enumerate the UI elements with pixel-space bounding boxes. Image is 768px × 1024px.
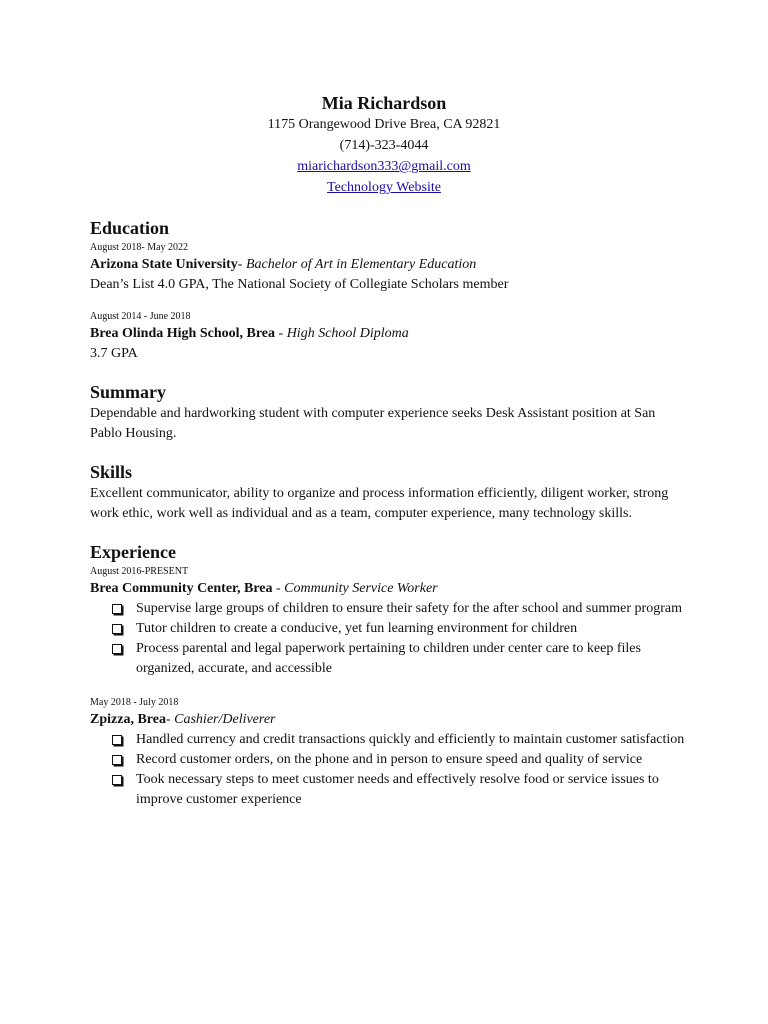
checkbox-bullet-icon — [112, 735, 122, 745]
duty-text: Tutor children to create a conducive, yet fun learning environment for children — [136, 621, 578, 636]
summary-heading: Summary — [90, 382, 166, 402]
checkbox-bullet-icon — [112, 644, 122, 654]
duty-item — [112, 619, 690, 639]
checkbox-bullet-icon — [112, 624, 122, 634]
checkbox-bullet-icon — [112, 755, 122, 765]
duty-text: Took necessary steps to meet customer needs and effectively resolve food or service issues to improve customer experience — [136, 772, 659, 807]
experience-heading: Experience — [90, 542, 176, 562]
job-entry — [90, 565, 690, 679]
separator: - — [275, 326, 287, 341]
entry-date: August 2018- May 2022 — [90, 242, 189, 253]
job-duties — [90, 730, 690, 810]
job-duties — [90, 599, 690, 679]
separator: - — [237, 257, 246, 272]
degree: Bachelor of Art in Elementary Education — [245, 257, 477, 272]
entry-date: August 2014 - June 2018 — [90, 311, 191, 322]
institution-name: Brea Olinda High School, Brea — [90, 326, 276, 341]
duty-text: Record customer orders, on the phone and in person to ensure speed and quality of service — [136, 752, 643, 767]
employer-name: Zpizza, Brea — [90, 712, 166, 727]
job-role: Community Service Worker — [284, 581, 438, 596]
applicant-name: Mia Richardson — [321, 93, 447, 113]
job-date: August 2016-PRESENT — [90, 566, 189, 577]
checkbox-bullet-icon — [112, 604, 122, 614]
entry-detail: 3.7 GPA — [90, 346, 138, 361]
checkbox-bullet-icon — [112, 775, 122, 785]
resume-body — [90, 216, 690, 810]
address: 1175 Orangewood Drive Brea, CA 92821 — [267, 117, 501, 132]
duty-text: Supervise large groups of children to ensure their safety for the after school and summer program — [136, 601, 682, 616]
institution-name: Arizona State University — [90, 257, 238, 272]
summary-text: Dependable and hardworking student with computer experience seeks Desk Assistant position at San Pablo Housing. — [90, 406, 656, 441]
duty-text: Process parental and legal paperwork pertaining to children under center care to keep files organized, accurate, and accessible — [136, 641, 641, 676]
resume-header — [0, 92, 768, 198]
employer-name: Brea Community Center, Brea — [90, 581, 273, 596]
website-link[interactable]: Technology Website — [327, 180, 441, 195]
duty-item — [112, 730, 690, 750]
duty-item — [112, 599, 690, 619]
education-heading: Education — [90, 218, 170, 238]
entry-title — [90, 255, 690, 275]
duty-text: Handled currency and credit transactions quickly and efficiently to maintain customer satisfaction — [136, 732, 685, 747]
job-entry — [90, 696, 690, 810]
duty-item — [112, 639, 690, 679]
skills-heading: Skills — [90, 462, 133, 482]
duty-item — [112, 770, 690, 810]
job-date: May 2018 - July 2018 — [90, 697, 179, 708]
separator: - — [272, 581, 285, 596]
entry-title — [90, 324, 690, 344]
education-entry — [90, 241, 690, 295]
job-role: Cashier/Deliverer — [174, 712, 276, 727]
duty-item — [112, 750, 690, 770]
skills-text: Excellent communicator, ability to organize and process information efficiently, diligent worker, strong work ethic, work well as individual and as a team, computer experience, many technology skills. — [90, 486, 669, 521]
job-title — [90, 710, 690, 730]
phone-number: (714)-323-4044 — [339, 138, 429, 153]
job-title — [90, 579, 690, 599]
degree: High School Diploma — [286, 326, 409, 341]
education-entry — [90, 310, 690, 364]
email-link[interactable]: miarichardson333@gmail.com — [297, 159, 471, 174]
separator: - — [165, 712, 175, 727]
entry-detail: Dean’s List 4.0 GPA, The National Society of Collegiate Scholars member — [90, 277, 509, 292]
